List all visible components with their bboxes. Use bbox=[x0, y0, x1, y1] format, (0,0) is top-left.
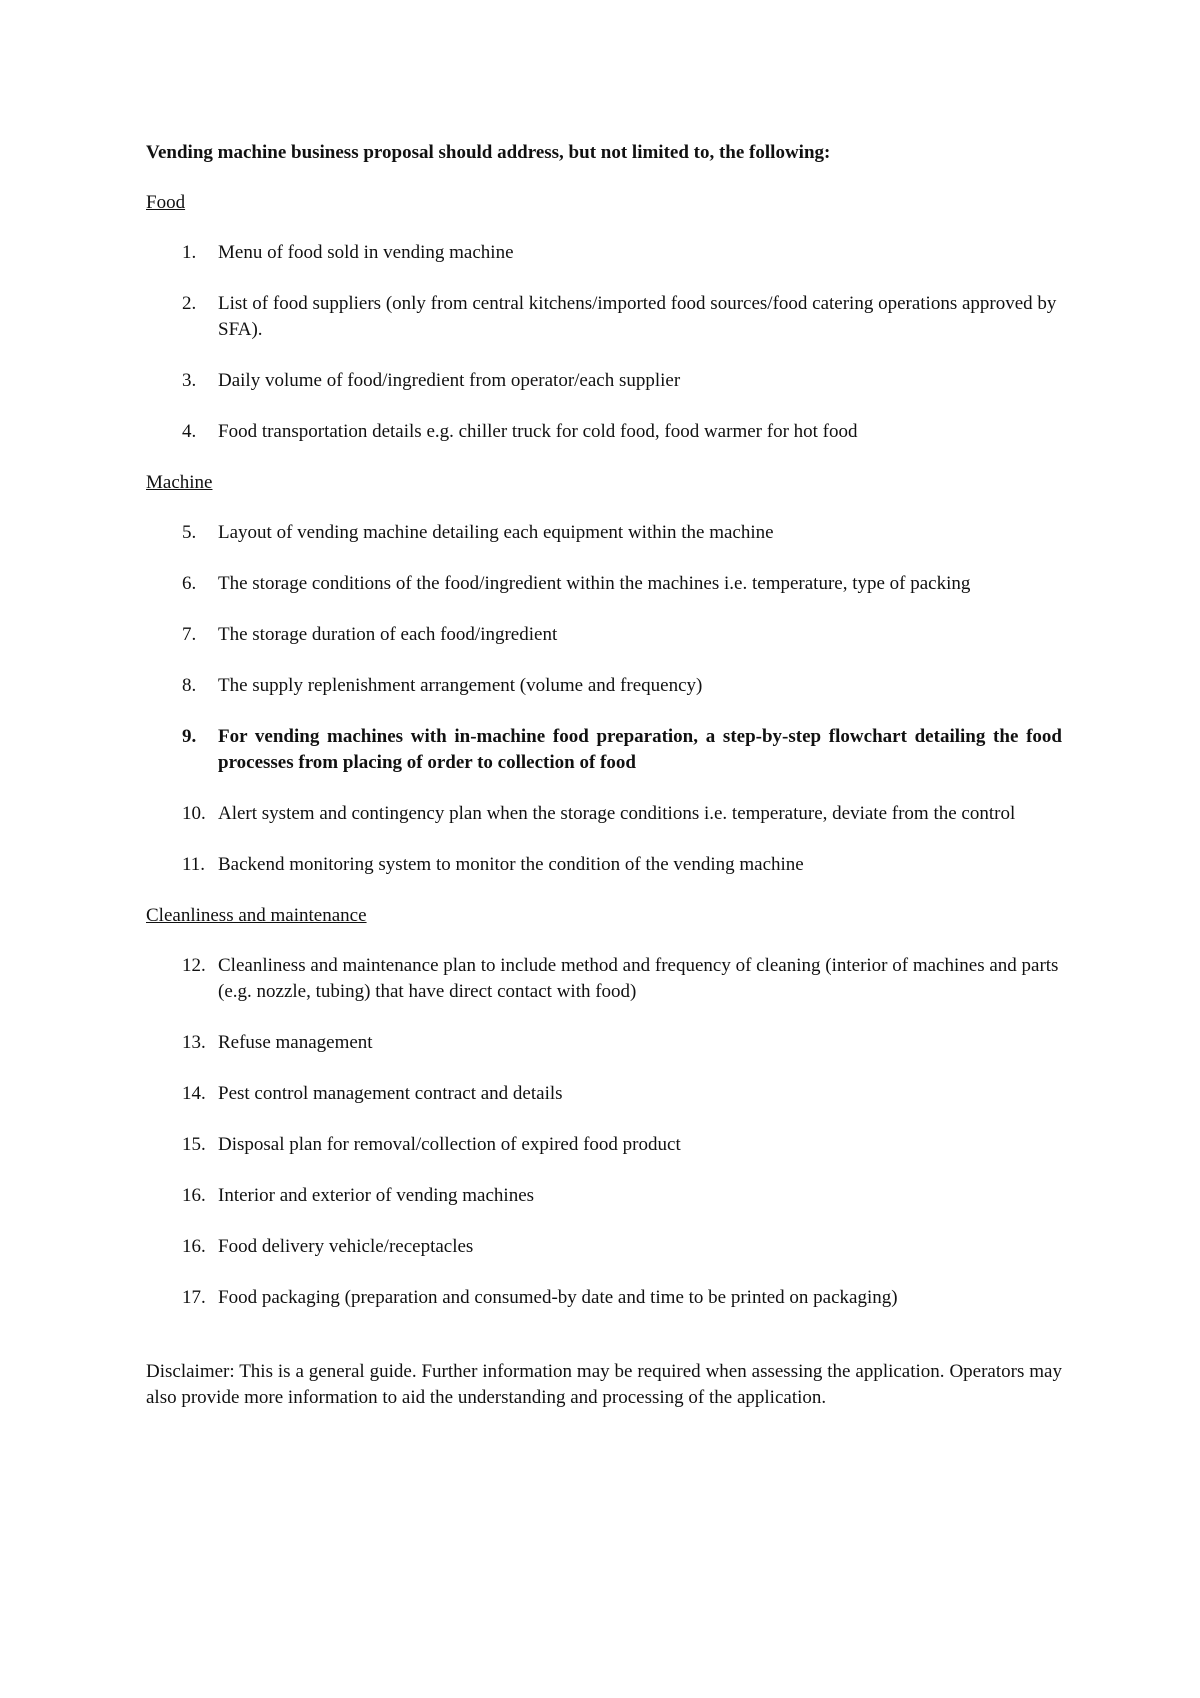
item-text: List of food suppliers (only from central kitchens/imported food sources/food catering operations approved by SFA). bbox=[218, 293, 1057, 340]
item-number: 16. bbox=[182, 1185, 206, 1206]
item-number: 14. bbox=[182, 1083, 206, 1104]
item-text: Alert system and contingency plan when the storage conditions i.e. temperature, deviate from the control bbox=[218, 803, 1016, 824]
item-text: The storage duration of each food/ingredient bbox=[218, 624, 558, 645]
item-text: Refuse management bbox=[218, 1032, 373, 1053]
list-item bbox=[146, 801, 1062, 827]
list-item bbox=[146, 571, 1062, 597]
item-number: 7. bbox=[182, 624, 197, 645]
item-number: 15. bbox=[182, 1134, 206, 1155]
item-text: Menu of food sold in vending machine bbox=[218, 242, 514, 263]
item-number: 6. bbox=[182, 573, 197, 594]
item-text: Backend monitoring system to monitor the condition of the vending machine bbox=[218, 854, 804, 875]
item-number: 9. bbox=[182, 726, 197, 747]
list-item bbox=[146, 240, 1062, 266]
cleanliness-list bbox=[146, 953, 1062, 1311]
item-number: 5. bbox=[182, 522, 197, 543]
item-text: Food packaging (preparation and consumed-by date and time to be printed on packaging) bbox=[218, 1287, 898, 1308]
item-text: Daily volume of food/ingredient from operator/each supplier bbox=[218, 370, 681, 391]
list-item bbox=[146, 1234, 1062, 1260]
list-item bbox=[146, 520, 1062, 546]
list-item bbox=[146, 1285, 1062, 1311]
list-item bbox=[146, 291, 1062, 343]
list-item bbox=[146, 1030, 1062, 1056]
item-number: 10. bbox=[182, 803, 206, 824]
list-item bbox=[146, 953, 1062, 1005]
item-number: 11. bbox=[182, 854, 206, 875]
item-number: 8. bbox=[182, 675, 197, 696]
item-text: Cleanliness and maintenance plan to include method and frequency of cleaning (interior of machines and parts (e.g. nozzle, tubing) that have direct contact with food) bbox=[218, 955, 1059, 1002]
item-text: The supply replenishment arrangement (volume and frequency) bbox=[218, 675, 703, 696]
item-number: 4. bbox=[182, 421, 197, 442]
item-text: Disposal plan for removal/collection of expired food product bbox=[218, 1134, 681, 1155]
item-number: 17. bbox=[182, 1287, 206, 1308]
section-heading-food: Food bbox=[146, 192, 186, 213]
item-text: Interior and exterior of vending machines bbox=[218, 1185, 535, 1206]
item-number: 3. bbox=[182, 370, 197, 391]
list-item bbox=[146, 1081, 1062, 1107]
item-text: For vending machines with in-machine food preparation, a step-by-step flowchart detailing the food processes from placing of order to collection of food bbox=[218, 726, 1062, 773]
list-item bbox=[146, 368, 1062, 394]
section-heading-machine: Machine bbox=[146, 472, 213, 493]
item-text: The storage conditions of the food/ingredient within the machines i.e. temperature, type of packing bbox=[218, 573, 971, 594]
document-page bbox=[146, 140, 1062, 1430]
item-text: Layout of vending machine detailing each equipment within the machine bbox=[218, 522, 774, 543]
list-item bbox=[146, 1183, 1062, 1209]
food-list bbox=[146, 240, 1062, 445]
section-heading-cleanliness: Cleanliness and maintenance bbox=[146, 905, 367, 926]
list-item bbox=[146, 852, 1062, 878]
item-number: 13. bbox=[182, 1032, 206, 1053]
machine-list bbox=[146, 520, 1062, 878]
list-item-bold bbox=[146, 724, 1062, 776]
item-number: 12. bbox=[182, 955, 206, 976]
item-text: Food transportation details e.g. chiller truck for cold food, food warmer for hot food bbox=[218, 421, 858, 442]
document-title: Vending machine business proposal should address, but not limited to, the following: bbox=[146, 142, 831, 163]
list-item bbox=[146, 1132, 1062, 1158]
list-item bbox=[146, 673, 1062, 699]
item-text: Pest control management contract and details bbox=[218, 1083, 563, 1104]
item-number: 2. bbox=[182, 293, 197, 314]
disclaimer: Disclaimer: This is a general guide. Further information may be required when assessing the application. Operators may also provide more information to aid the understanding and processing of the application. bbox=[146, 1361, 1062, 1408]
item-number: 1. bbox=[182, 242, 197, 263]
list-item bbox=[146, 419, 1062, 445]
item-text: Food delivery vehicle/receptacles bbox=[218, 1236, 474, 1257]
list-item bbox=[146, 622, 1062, 648]
item-number: 16. bbox=[182, 1236, 206, 1257]
